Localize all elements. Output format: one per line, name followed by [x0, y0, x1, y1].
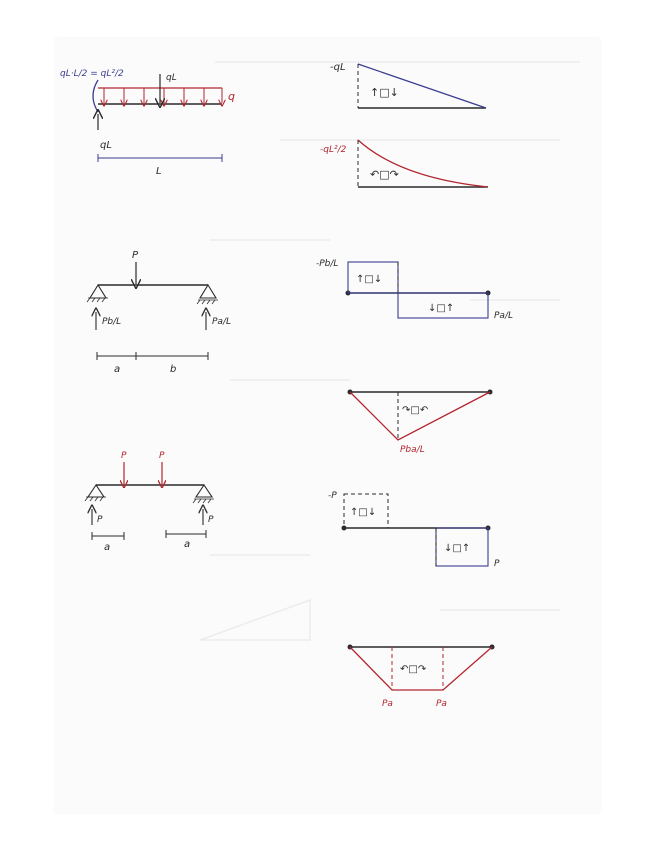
bleed-through-ghosting: [200, 62, 580, 640]
right-roller-support: [196, 485, 212, 497]
dim-left-label: a: [104, 542, 111, 553]
shear-peak-label: -qL: [330, 62, 346, 73]
moment-right-label: Pa: [436, 699, 447, 709]
left-reaction-label: P: [97, 515, 103, 525]
reaction-moment-label: qL·L/2 = qL²/2: [60, 69, 124, 79]
shear-right-symbol: ↓□↑: [444, 543, 471, 554]
right-roller-support: [200, 285, 216, 298]
case1-moment-diagram: [320, 140, 488, 187]
shear-left-symbol: ↑□↓: [350, 507, 377, 518]
moment-left-label: Pa: [382, 699, 393, 709]
case3-moment-diagram: [348, 645, 495, 710]
left-reaction-label: Pb/L: [102, 317, 122, 327]
moment-sign-symbol: ↶□↷: [400, 664, 427, 675]
moment-sign-symbol: ↷□↶: [402, 405, 429, 416]
right-load-label: P: [159, 451, 165, 461]
shear-right-label: P: [494, 559, 500, 569]
case2-shear-diagram: [316, 259, 513, 321]
left-load-label: P: [121, 451, 127, 461]
moment-sign-symbol: ↶□↷: [370, 168, 399, 181]
shear-left-label: -Pb/L: [316, 259, 339, 269]
dim-right-label: a: [184, 539, 191, 550]
case3-beam-diagram: [85, 451, 214, 553]
shear-sign-symbol: ↑□↓: [370, 86, 399, 99]
dim-a-label: a: [114, 364, 121, 375]
left-pin-support: [90, 285, 106, 298]
distributed-load-arrows: [104, 88, 222, 103]
point-load-label: P: [132, 250, 139, 261]
span-label: L: [156, 166, 162, 177]
dim-b-label: b: [170, 364, 177, 375]
right-reaction-label: Pa/L: [212, 317, 231, 327]
shear-left-symbol: ↑□↓: [356, 274, 383, 285]
right-reaction-label: P: [208, 515, 214, 525]
case2-moment-diagram: [348, 390, 493, 456]
dimension-line: [97, 352, 208, 360]
case3-shear-diagram: [328, 491, 500, 569]
left-pin-support: [88, 485, 104, 497]
reaction-force-label: qL: [100, 140, 112, 151]
case2-beam-diagram: [87, 250, 231, 375]
distributed-load-label: q: [228, 90, 235, 103]
moment-peak-label: Pba/L: [400, 445, 425, 455]
point-load-label: qL: [166, 73, 177, 83]
moment-peak-label: -qL²/2: [320, 145, 347, 155]
fixed-support: [93, 80, 98, 112]
shear-right-symbol: ↓□↑: [428, 303, 455, 314]
case1-shear-diagram: [330, 62, 486, 108]
shear-right-label: Pa/L: [494, 311, 513, 321]
span-dimension: [98, 154, 222, 162]
case1-beam-diagram: [60, 69, 235, 177]
shear-left-label: -P: [328, 491, 337, 501]
